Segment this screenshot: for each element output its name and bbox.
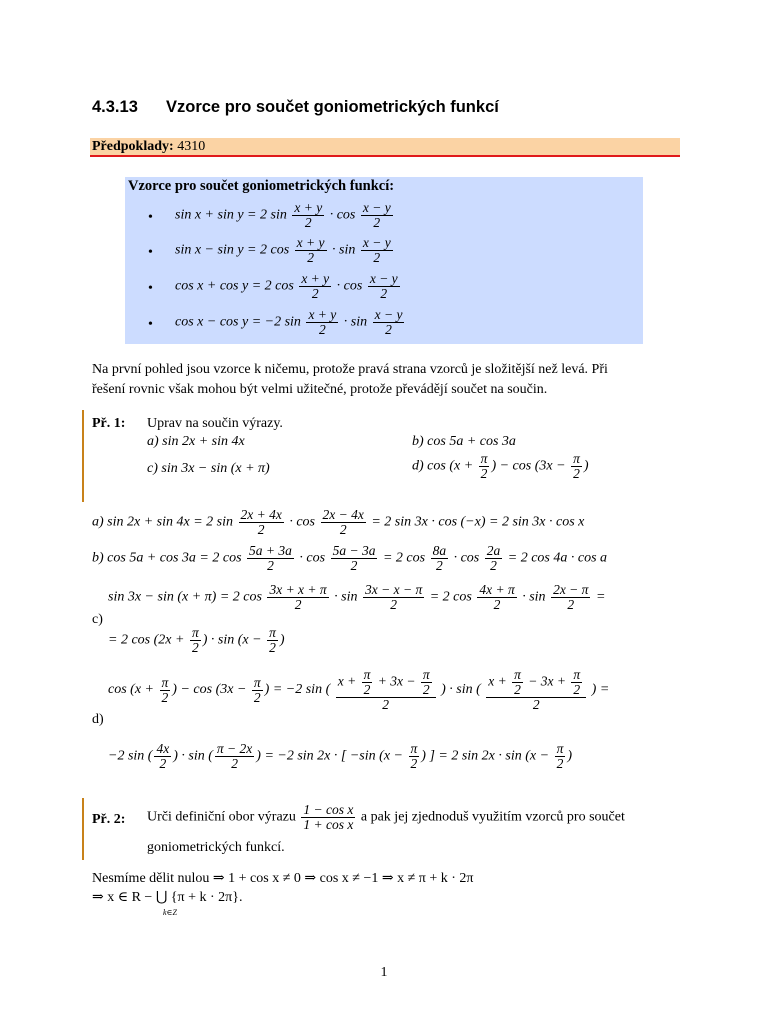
solution-b [92,544,607,573]
fraction-denominator: 2 [307,250,314,265]
fraction [247,544,294,573]
example-2-solution-line1: Nesmíme dělit nulou ⇒ 1 + cos x ≠ 0 ⇒ cos x ≠ −1 ⇒ x ≠ π + k · 2π [92,871,474,886]
solution-d-mid: − cos [180,682,213,698]
fraction-denominator: 2 [410,756,418,771]
solution-d-mid: · sin [181,748,205,764]
numerator-part: x + [488,673,507,689]
fraction-denominator: 2 [514,682,521,697]
formula-operator: · cos [329,207,356,223]
section-number: 4.3.13 [92,98,138,116]
fraction-numerator: π [573,667,581,682]
fraction [267,583,328,612]
fraction [409,742,420,771]
solution-c-mid: · sin [334,589,358,605]
section-title: Vzorce pro součet goniometrických funkcí [166,98,499,116]
solution-b-mid: · cos [453,550,480,566]
fraction-denominator: 2 [318,322,326,337]
close-paren: ) [264,682,270,698]
fraction [331,544,378,573]
example-marker-bar [82,410,84,502]
fraction-denominator: 2 [385,322,392,337]
fraction-denominator: 2 [159,756,167,771]
prerequisites-label: Předpoklady: [92,139,174,154]
task-c: c) sin 3x − sin (x + π) [147,461,270,476]
solution-b-mid: = 2 cos [382,550,426,566]
formula-lhs: sin x − sin y = 2 cos [175,242,290,258]
fraction [361,201,393,230]
solution-c-mid: · sin [522,589,546,605]
fraction-numerator: 4x [156,741,170,756]
close-paren: ) [172,682,177,698]
equals-sign: = [595,589,606,605]
solution-a-mid: · cos [289,514,316,530]
intro-line: řešení rovnic však mohou být velmi užitečné, protože převádějí součet na součin. [92,382,548,397]
fraction-numerator: x + y [301,271,330,286]
task-d-mid: − cos [499,458,532,474]
fraction [477,583,516,612]
fraction-denominator: 2 [422,682,430,697]
bullet: • [148,245,153,260]
fraction [299,272,331,301]
fraction-numerator: 3x + x + π [269,582,327,597]
open-paren: ( [379,748,384,764]
fraction-numerator: 8a [432,543,447,558]
fraction [368,272,400,301]
close-paren: ) [583,458,589,474]
solution-d-arg: 3x − [220,682,247,698]
fraction-denominator: 2 [435,558,443,573]
open-paren: ( [215,682,221,698]
example-2-text-cont: goniometrických funkcí. [147,840,285,855]
prerequisites-value: 4310 [177,139,206,154]
fraction-denominator: 2 [339,522,347,537]
fraction-numerator: 4x + π [479,582,515,597]
fraction [361,236,393,265]
solution-a-prefix: a) sin 2x + sin 4x = 2 sin [92,514,233,530]
fraction-denominator: 2 [493,597,501,612]
solution-d-mid: = −2 sin [272,682,323,698]
fraction-numerator: x + y [308,307,337,322]
solution-d-cos: cos [108,682,127,698]
formula-operator: · sin [332,242,356,258]
fraction [485,544,503,573]
solution-d-arg: x − [529,748,550,764]
solution-d-label: d) [92,712,104,727]
example-2-solution-line2: ⇒ x ∈ R − ⋃ {π + k · 2π}. [92,890,243,905]
fraction-numerator: x + y [294,200,323,215]
formula-box [125,177,643,344]
fraction [252,676,263,705]
task-a: a) sin 2x + sin 4x [147,434,245,449]
example-2-label: Př. 2: [92,812,126,827]
fraction [336,668,436,712]
close-paren: ) [202,632,208,648]
fraction-denominator: 2 [231,756,238,771]
solution-c-arg: x − [242,632,262,648]
fraction-numerator: π [480,451,488,466]
fraction-numerator: x − y [362,200,391,215]
fraction-denominator: 2 [556,756,564,771]
fraction-denominator: 2 [267,558,274,573]
union-subscript: k∈Z [163,908,177,917]
numerator-part: + 3x − [377,673,416,689]
open-paren: ( [147,748,153,764]
fraction-numerator: 1 − cos x [303,802,354,817]
fraction [301,803,355,832]
fraction-denominator: 2 [304,215,312,230]
bullet: • [148,281,153,296]
numerator-part: x + [337,673,357,689]
fraction-denominator: 2 [490,558,497,573]
equals-sign: = [599,682,610,698]
task-d-prefix: d) cos [412,458,446,474]
fraction [571,668,582,697]
fraction [362,668,373,697]
fraction-numerator: π [253,674,261,690]
example-2-task [147,803,625,832]
solution-a [92,508,584,537]
fraction-denominator: 2 [191,640,199,655]
fraction [154,742,171,771]
formula-lhs: sin x + sin y = 2 sin [175,207,287,223]
solution-c-prefix: sin 3x − sin (x + π) = 2 cos [108,589,262,605]
solution-d-line1 [108,668,609,712]
fraction-denominator: 2 [269,640,276,655]
bullet: • [148,317,153,332]
close-paren: ) [441,682,446,698]
fraction [421,668,432,697]
fraction [190,626,201,655]
formula [175,272,402,301]
fraction [555,742,566,771]
fraction-numerator: π [556,741,564,756]
solution-c-prefix: = 2 cos [108,632,151,648]
section-heading [92,98,499,117]
fraction-denominator: 2 [390,597,397,612]
fraction-numerator [486,668,586,698]
solution-d-mid: = −2 sin 2x · [264,748,338,764]
open-paren: ( [237,632,243,648]
example-2-text: a pak jej zjednoduš využitím vzorců pro součet [360,809,625,825]
example-1-task: Uprav na součin výrazy. [147,416,283,431]
solution-a-rest: = 2 sin 3x · cos (−x) = 2 sin 3x · cos x [371,514,585,530]
solution-d-arg: x − [383,748,403,764]
task-d-arg2: 3x − [539,458,566,474]
solution-d-mid: · sin [449,682,473,698]
fraction-numerator: π [363,667,371,682]
fraction [373,308,405,337]
fraction-denominator: 1 + cos x [303,817,354,832]
fraction-denominator: 2 [161,689,169,705]
fraction-denominator: 2 [294,597,302,612]
fraction [512,668,523,697]
formula-lhs: cos x − cos y = −2 sin [175,314,301,330]
fraction [551,583,590,612]
bullet: • [148,210,153,225]
fraction-numerator: 2x + 4x [240,507,282,522]
fraction [479,452,490,481]
solution-c-mid: · sin [210,632,235,648]
fraction-numerator: x − y [362,235,391,250]
fraction-numerator: 3x − x − π [365,582,423,597]
solution-d-rest: = 2 sin 2x · sin [438,748,522,764]
fraction [321,508,366,537]
formula-box-title: Vzorce pro součet goniometrických funkcí: [128,178,395,194]
fraction-denominator: 2 [382,697,390,712]
intro-paragraph [92,360,682,400]
task-b: b) cos 5a + cos 3a [412,434,516,449]
solution-b-rest: = 2 cos 4a · cos a [507,550,608,566]
fraction-numerator: 2x − 4x [322,507,364,522]
fraction-numerator: x + y [296,235,325,250]
fraction [267,626,278,655]
fraction-denominator: 2 [532,697,540,712]
fraction-denominator: 2 [311,286,319,301]
prerequisites-bar [90,138,680,157]
fraction-denominator: 2 [373,215,381,230]
fraction-denominator: 2 [253,689,261,705]
fraction [160,676,171,705]
page-number: 1 [380,965,388,980]
fraction-numerator: π − 2x [216,741,253,756]
fraction-numerator: 5a + 3a [249,543,292,558]
open-paren: ( [130,682,135,698]
fraction-numerator [336,668,436,698]
fraction-denominator: 2 [257,522,265,537]
open-paren: ( [525,748,530,764]
example-1-label: Př. 1: [92,416,126,431]
example-marker-bar [82,798,84,860]
fraction-numerator: π [573,451,580,466]
fraction [239,508,284,537]
fraction-numerator: 2x − π [553,582,589,597]
formula [175,201,395,230]
fraction-numerator: π [422,667,430,682]
fraction-denominator: 2 [573,466,580,481]
fraction-denominator: 2 [567,597,575,612]
fraction [215,742,254,771]
open-paren: ( [153,632,159,648]
solution-c-label: c) [92,612,103,627]
fraction-numerator: 2a [486,543,501,558]
fraction-numerator: π [269,625,276,640]
fraction [306,308,338,337]
fraction-denominator: 2 [573,682,581,697]
close-paren: ) [421,748,426,764]
open-paren: ( [534,458,540,474]
fraction-denominator: 2 [350,558,358,573]
close-paren: ) [567,748,573,764]
task-d [412,452,589,481]
numerator-part: − 3x + [528,673,567,689]
solution-d-prefix: −2 sin [108,748,145,764]
open-paren: ( [208,748,213,764]
close-paren: ) [591,682,597,698]
formula [175,308,406,337]
fraction-denominator: 2 [480,466,488,481]
solution-c-arg: 2x + [158,632,185,648]
open-paren: ( [325,682,331,698]
formula-operator: · cos [336,278,363,294]
fraction-numerator: π [514,667,521,682]
solution-d-arg: x + [134,682,155,698]
formula-operator: · sin [343,314,368,330]
task-d-arg1: x + [454,458,474,474]
solution-c-line2 [108,626,285,655]
fraction-numerator: 5a − 3a [332,543,376,558]
fraction [295,236,327,265]
solution-d-inner: −sin [349,748,376,764]
formula [175,236,395,265]
close-bracket: ] [429,748,435,764]
fraction [486,668,586,712]
solution-d-line2 [108,742,572,771]
intro-line: Na první pohled jsou vzorce k ničemu, protože pravá strana vzorců je složitější než levá. Při [92,362,608,377]
solution-c-line1 [108,583,605,612]
close-paren: ) [491,458,497,474]
fraction-numerator: x − y [369,271,398,286]
fraction-denominator: 2 [373,250,381,265]
fraction-numerator: x − y [374,307,403,322]
formula-lhs: cos x + cos y = 2 cos [175,278,294,294]
solution-c-mid: = 2 cos [429,589,472,605]
fraction-denominator: 2 [363,682,371,697]
fraction-numerator: π [161,674,169,690]
solution-b-prefix: b) cos 5a + cos 3a = 2 cos [92,550,242,566]
open-bracket: [ [340,748,347,764]
fraction-denominator: 2 [380,286,388,301]
fraction-numerator: π [191,625,199,640]
fraction [363,583,424,612]
close-paren: ) [279,632,285,648]
open-paren: ( [449,458,454,474]
fraction [431,544,449,573]
fraction [292,201,324,230]
open-paren: ( [476,682,481,698]
close-paren: ) [173,748,178,764]
fraction-numerator: π [410,741,418,756]
solution-b-mid: · cos [299,550,326,566]
example-2-text: Urči definiční obor výrazu [147,809,296,825]
fraction [571,452,582,481]
close-paren: ) [256,748,261,764]
